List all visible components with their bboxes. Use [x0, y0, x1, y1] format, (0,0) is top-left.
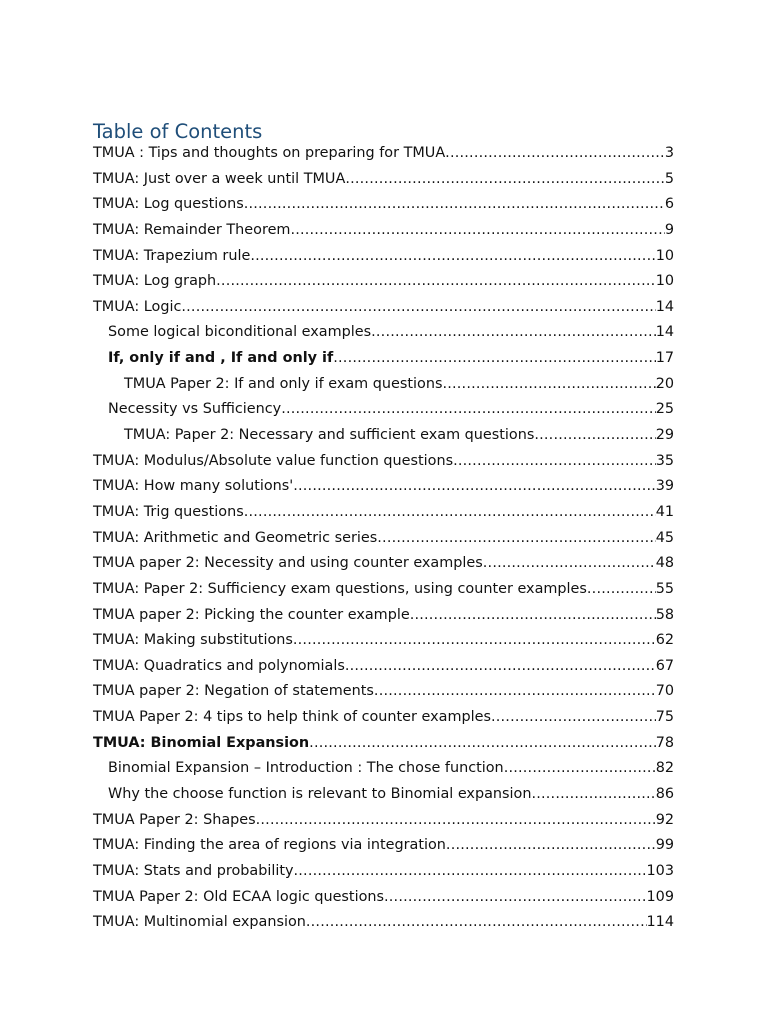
- toc-entry[interactable]: [93, 295, 674, 321]
- toc-entry-page-number: 109: [646, 888, 674, 905]
- toc-entry-title: TMUA: Log graph: [93, 273, 217, 290]
- toc-dot-leader: [333, 346, 655, 372]
- toc-entry-page-number: 103: [646, 862, 674, 879]
- toc-entry-title: TMUA paper 2: Picking the counter example: [93, 606, 410, 623]
- toc-entry-title: TMUA Paper 2: Shapes: [93, 811, 256, 828]
- toc-entry-page-number: 29: [655, 427, 674, 444]
- toc-entry[interactable]: [93, 628, 674, 654]
- toc-entry[interactable]: [93, 833, 674, 859]
- toc-dot-leader: [377, 526, 655, 552]
- toc-entry-page-number: 14: [655, 324, 674, 341]
- toc-entry-page-number: 41: [655, 503, 674, 520]
- toc-dot-leader: [256, 808, 656, 834]
- toc-entry-page-number: 48: [655, 555, 674, 572]
- toc-dot-leader: [290, 218, 664, 244]
- toc-entry[interactable]: [93, 141, 674, 167]
- toc-dot-leader: [453, 449, 656, 475]
- toc-entry-page-number: 58: [655, 606, 674, 623]
- toc-entry[interactable]: [93, 244, 674, 270]
- toc-entry-title: TMUA Paper 2: 4 tips to help think of counter examples: [93, 709, 491, 726]
- toc-entry-page-number: 10: [655, 273, 674, 290]
- toc-entry[interactable]: [93, 577, 674, 603]
- toc-entry[interactable]: [93, 679, 674, 705]
- toc-entry-title: TMUA paper 2: Negation of statements: [93, 683, 374, 700]
- toc-dot-leader: [483, 551, 656, 577]
- toc-entry-page-number: 78: [655, 734, 674, 751]
- toc-dot-leader: [442, 372, 655, 398]
- toc-entry-title: TMUA: Binomial Expansion: [93, 734, 310, 751]
- toc-entry-title: TMUA: Stats and probability: [93, 862, 294, 879]
- toc-dot-leader: [534, 423, 655, 449]
- toc-entry-page-number: 70: [655, 683, 674, 700]
- toc-entry-title: Necessity vs Sufficiency: [108, 401, 282, 418]
- toc-entry-title: TMUA: Just over a week until TMUA: [93, 170, 346, 187]
- toc-heading: Table of Contents: [93, 120, 263, 143]
- toc-entry[interactable]: [93, 756, 674, 782]
- toc-entry[interactable]: [93, 474, 674, 500]
- toc-dot-leader: [504, 756, 656, 782]
- toc-entry-title: Why the choose function is relevant to Binomial expansion: [108, 786, 532, 803]
- toc-entry[interactable]: [93, 269, 674, 295]
- toc-entry-title: TMUA: Trapezium rule: [93, 247, 251, 264]
- toc-entry[interactable]: [93, 808, 674, 834]
- toc-dot-leader: [374, 679, 656, 705]
- toc-dot-leader: [445, 141, 665, 167]
- toc-entry-page-number: 75: [655, 709, 674, 726]
- toc-entry-page-number: 86: [655, 786, 674, 803]
- toc-entry-page-number: 25: [655, 401, 674, 418]
- toc-dot-leader: [345, 654, 656, 680]
- toc-entry-page-number: 35: [655, 452, 674, 469]
- toc-entry-page-number: 10: [655, 247, 674, 264]
- toc-entry-page-number: 62: [655, 632, 674, 649]
- toc-dot-leader: [531, 782, 655, 808]
- toc-entry-title: Binomial Expansion – Introduction : The chose function: [108, 760, 504, 777]
- toc-dot-leader: [244, 500, 656, 526]
- toc-dot-leader: [491, 705, 656, 731]
- toc-list: [93, 141, 674, 936]
- toc-entry[interactable]: [93, 320, 674, 346]
- toc-entry-title: TMUA Paper 2: If and only if exam questions: [124, 375, 443, 392]
- toc-entry-page-number: 14: [655, 298, 674, 315]
- toc-entry[interactable]: [93, 346, 674, 372]
- toc-entry-title: TMUA Paper 2: Old ECAA logic questions: [93, 888, 384, 905]
- toc-dot-leader: [293, 628, 656, 654]
- toc-entry-page-number: 67: [655, 657, 674, 674]
- toc-dot-leader: [244, 192, 665, 218]
- toc-entry-title: TMUA: Modulus/Absolute value function questions: [93, 452, 454, 469]
- toc-dot-leader: [446, 833, 656, 859]
- toc-entry[interactable]: [93, 423, 674, 449]
- toc-entry[interactable]: [93, 500, 674, 526]
- toc-entry-page-number: 114: [646, 914, 674, 931]
- toc-entry[interactable]: [93, 859, 674, 885]
- toc-entry-page-number: 45: [655, 529, 674, 546]
- toc-entry-page-number: 99: [655, 837, 674, 854]
- toc-entry[interactable]: [93, 397, 674, 423]
- toc-entry-title: TMUA: Log questions: [93, 196, 244, 213]
- toc-entry[interactable]: [93, 705, 674, 731]
- toc-entry-title: TMUA: Finding the area of regions via integration: [93, 837, 446, 854]
- toc-entry[interactable]: [93, 372, 674, 398]
- toc-entry[interactable]: [93, 885, 674, 911]
- toc-entry[interactable]: [93, 449, 674, 475]
- toc-entry-page-number: 82: [655, 760, 674, 777]
- toc-entry-title: TMUA: Multinomial expansion: [93, 914, 306, 931]
- toc-entry-title: TMUA paper 2: Necessity and using counter examples: [93, 555, 483, 572]
- toc-dot-leader: [216, 269, 656, 295]
- toc-entry[interactable]: [93, 167, 674, 193]
- toc-dot-leader: [371, 320, 656, 346]
- toc-entry[interactable]: [93, 910, 674, 936]
- toc-entry-title: TMUA: Remainder Theorem: [93, 221, 291, 238]
- toc-entry-page-number: 92: [655, 811, 674, 828]
- toc-dot-leader: [306, 910, 647, 936]
- toc-entry-page-number: 55: [655, 580, 674, 597]
- toc-entry[interactable]: [93, 731, 674, 757]
- toc-entry[interactable]: [93, 603, 674, 629]
- toc-entry-title: TMUA: Trig questions: [93, 503, 244, 520]
- toc-dot-leader: [293, 474, 655, 500]
- toc-entry-title: If, only if and , If and only if: [108, 350, 334, 367]
- toc-entry-title: TMUA: Making substitutions: [93, 632, 293, 649]
- toc-entry-title: TMUA: Paper 2: Necessary and sufficient exam questions: [124, 427, 535, 444]
- toc-entry[interactable]: [93, 782, 674, 808]
- toc-entry[interactable]: [93, 218, 674, 244]
- toc-entry-page-number: 6: [664, 196, 674, 213]
- toc-dot-leader: [181, 295, 655, 321]
- toc-dot-leader: [294, 859, 647, 885]
- toc-dot-leader: [410, 603, 656, 629]
- toc-entry-title: Some logical biconditional examples: [108, 324, 372, 341]
- toc-dot-leader: [345, 167, 665, 193]
- toc-entry-title: TMUA: Quadratics and polynomials: [93, 657, 345, 674]
- toc-entry-page-number: 20: [655, 375, 674, 392]
- toc-entry-title: TMUA: Logic: [93, 298, 182, 315]
- toc-entry-title: TMUA: Paper 2: Sufficiency exam questions, using counter examples: [93, 580, 587, 597]
- toc-entry-page-number: 39: [655, 478, 674, 495]
- toc-entry-page-number: 3: [664, 145, 674, 161]
- toc-dot-leader: [250, 244, 655, 270]
- toc-dot-leader: [281, 397, 656, 423]
- toc-dot-leader: [587, 577, 656, 603]
- toc-entry[interactable]: [93, 654, 674, 680]
- toc-entry-title: TMUA: How many solutions': [93, 478, 294, 495]
- toc-entry[interactable]: [93, 551, 674, 577]
- toc-dot-leader: [384, 885, 647, 911]
- toc-dot-leader: [309, 731, 656, 757]
- toc-entry[interactable]: [93, 192, 674, 218]
- toc-entry-title: TMUA: Arithmetic and Geometric series: [93, 529, 378, 546]
- toc-entry-page-number: 9: [664, 221, 674, 238]
- toc-entry-title: TMUA : Tips and thoughts on preparing for TMUA: [93, 145, 446, 161]
- toc-entry[interactable]: [93, 526, 674, 552]
- toc-entry-page-number: 5: [664, 170, 674, 187]
- toc-entry-page-number: 17: [655, 350, 674, 367]
